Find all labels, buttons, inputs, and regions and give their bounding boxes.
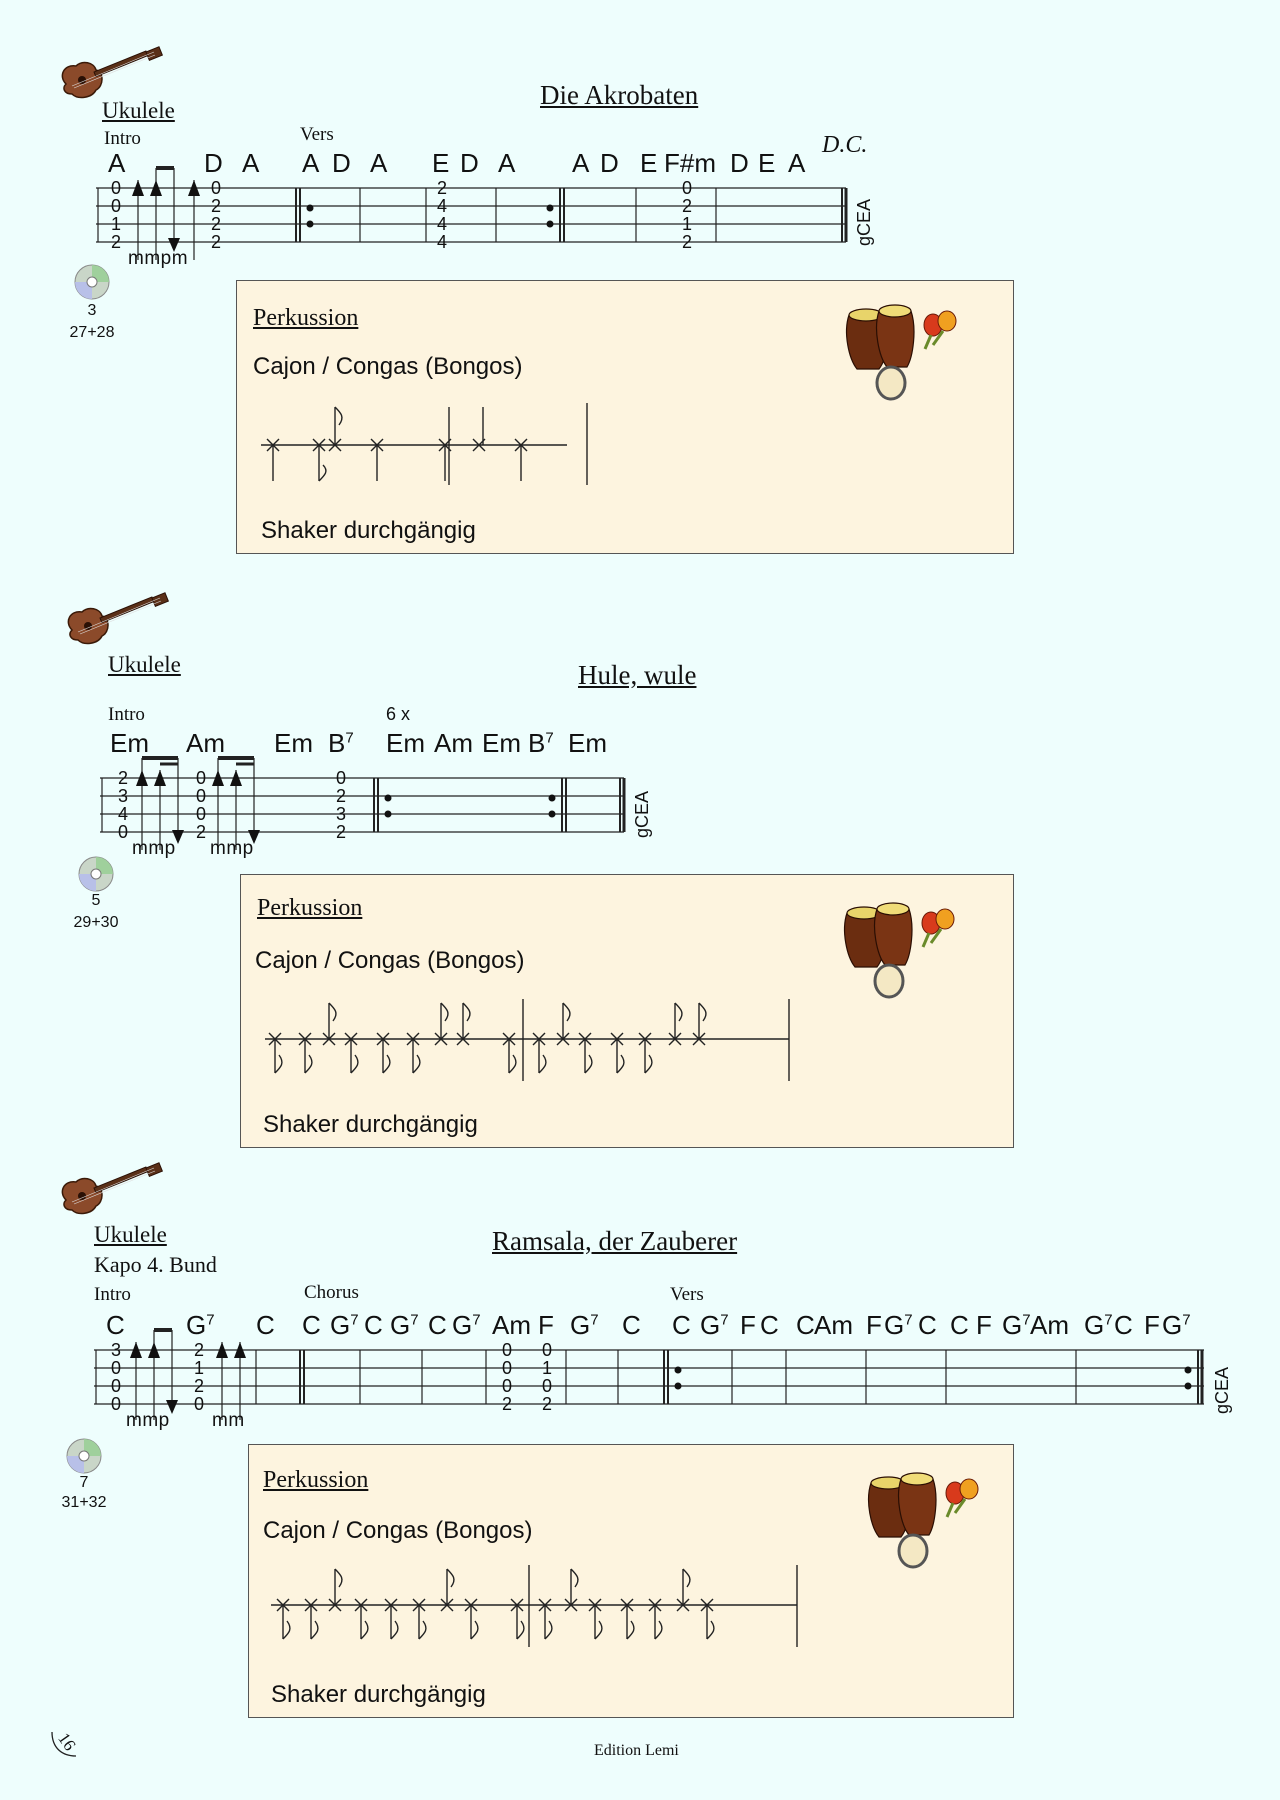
chord: Am (1030, 1310, 1069, 1340)
dc-marking: D.C. (822, 132, 868, 158)
section-label-vers: Vers (670, 1284, 704, 1305)
percussion-instrument: Cajon / Congas (Bongos) (255, 947, 525, 974)
shaker-text: Shaker durchgängig (263, 1111, 478, 1138)
chord: $G^7$ (186, 1310, 215, 1340)
tab-number: 0 (682, 178, 693, 198)
tab-number: 2 (194, 1376, 205, 1396)
tab-number: 1 (542, 1358, 553, 1378)
chord: Em (110, 728, 149, 758)
chord: Em (482, 728, 521, 758)
fingering: mmpm (128, 248, 189, 269)
tab-number: 3 (111, 1340, 122, 1360)
cd-number: 5 (91, 892, 101, 909)
tab-number: 0 (111, 1394, 122, 1414)
tab-number: 3 (118, 786, 129, 806)
song-title: Die Akrobaten (540, 80, 699, 110)
chord: E (758, 148, 776, 178)
tab-number: 1 (682, 214, 693, 234)
chord: $G^7$ (330, 1310, 359, 1340)
tab-number: 0 (211, 178, 222, 198)
chord: $G^7$ (700, 1310, 729, 1340)
chord: Em (386, 728, 425, 758)
chord: D (332, 148, 351, 178)
instrument-label: Ukulele (108, 652, 181, 677)
chord: A (370, 148, 388, 178)
chord: C (622, 1310, 641, 1340)
chord: $G^7$ (1084, 1310, 1113, 1340)
instrument-label: Ukulele (102, 98, 175, 123)
tab-number: 2 (211, 196, 222, 216)
chord: F (866, 1310, 882, 1340)
chord: $G^7$ (570, 1310, 599, 1340)
tab-number: 4 (437, 214, 448, 234)
publisher-footer: Edition Lemi (594, 1742, 679, 1759)
chord: F (1144, 1310, 1160, 1340)
cd-number: 3 (87, 302, 97, 319)
tab-number: 0 (111, 1376, 122, 1396)
chord: $G^7$ (390, 1310, 419, 1340)
tab-number: 2 (111, 232, 122, 252)
tab-number: 2 (211, 214, 222, 234)
tab-number: 2 (682, 232, 693, 252)
chord: C (1114, 1310, 1133, 1340)
percussion-box (248, 1444, 1014, 1718)
chord: F#m (664, 148, 716, 178)
section-label-vers: Vers (300, 124, 334, 145)
chord: A (572, 148, 590, 178)
chord: C (428, 1310, 447, 1340)
cd-tracks: 31+32 (61, 1494, 107, 1511)
tab-number: 4 (437, 196, 448, 216)
percussion-instrument: Cajon / Congas (Bongos) (263, 1517, 533, 1544)
tab-number: 2 (194, 1340, 205, 1360)
tab-number: 0 (196, 804, 207, 824)
chord: C (918, 1310, 937, 1340)
tab-number: 0 (542, 1376, 553, 1396)
chord: A (498, 148, 516, 178)
tab-number: 0 (196, 768, 207, 788)
chord: C (302, 1310, 321, 1340)
tab-number: 0 (111, 1358, 122, 1378)
tab-number: 0 (194, 1394, 205, 1414)
chord: C (796, 1310, 815, 1340)
tab-number: 0 (502, 1358, 513, 1378)
chord: A (242, 148, 260, 178)
cd-tracks: 27+28 (69, 324, 115, 341)
tab-number: 2 (502, 1394, 513, 1414)
fingering: mmp (210, 838, 254, 859)
chord: C (950, 1310, 969, 1340)
chord: $G^7$ (452, 1310, 481, 1340)
tab-number: 0 (196, 786, 207, 806)
chord: $G^7$ (1002, 1310, 1031, 1340)
tab-number: 4 (437, 232, 448, 252)
tab-number: 2 (196, 822, 207, 842)
instrument-label: Ukulele (94, 1222, 167, 1247)
chord: C (760, 1310, 779, 1340)
chord: E (432, 148, 450, 178)
tab-number: 0 (111, 178, 122, 198)
percussion-instrument: Cajon / Congas (Bongos) (253, 353, 523, 380)
capo-label: Kapo 4. Bund (94, 1252, 217, 1277)
tab-number: 2 (336, 786, 347, 806)
chord: $G^7$ (1162, 1310, 1191, 1340)
tab-number: 2 (682, 196, 693, 216)
chord: C (672, 1310, 691, 1340)
tab-number: 0 (542, 1340, 553, 1360)
tuning-label: gCEA (1212, 1366, 1232, 1414)
chord-b7: $B^7$ (328, 728, 354, 758)
chord: $G^7$ (884, 1310, 913, 1340)
percussion-title: Perkussion (263, 1467, 369, 1493)
tab-number: 2 (118, 768, 129, 788)
chord: $B^7$ (528, 728, 554, 758)
cd-number: 7 (79, 1474, 89, 1491)
chord: Am (186, 728, 225, 758)
chord: F (740, 1310, 756, 1340)
shaker-text: Shaker durchgängig (271, 1681, 486, 1708)
chord: E (640, 148, 658, 178)
chord: A (788, 148, 806, 178)
cd-tracks: 29+30 (73, 914, 119, 931)
section-label-chorus: Chorus (304, 1282, 359, 1303)
page-number: 16 (54, 1729, 80, 1755)
shaker-text: Shaker durchgängig (261, 517, 476, 544)
chord: Em (274, 728, 313, 758)
tuning-label: gCEA (854, 198, 874, 246)
chord: Am (492, 1310, 531, 1340)
tab-number: 0 (502, 1376, 513, 1396)
chord: Am (814, 1310, 853, 1340)
percussion-title: Perkussion (257, 895, 363, 921)
percussion-title: Perkussion (253, 305, 359, 331)
tab-number: 0 (118, 822, 129, 842)
fingering: mmp (126, 1410, 170, 1431)
tuning-label: gCEA (632, 790, 652, 838)
tab-number: 0 (336, 768, 347, 788)
intro-label: Intro (94, 1284, 131, 1305)
rhythm-notation (249, 1445, 1013, 1717)
tab-number: 3 (336, 804, 347, 824)
chord: C (256, 1310, 275, 1340)
tab-number: 2 (542, 1394, 553, 1414)
tab-number: 0 (111, 196, 122, 216)
fingering: mmp (132, 838, 176, 859)
tab-number: 2 (437, 178, 448, 198)
chord: Am (434, 728, 473, 758)
tab-number: 0 (502, 1340, 513, 1360)
chord: D (460, 148, 479, 178)
page-number-badge (48, 1728, 78, 1758)
cd-icon (66, 1438, 102, 1474)
tab-number: 1 (194, 1358, 205, 1378)
chord: C (364, 1310, 383, 1340)
tab-number: 4 (118, 804, 129, 824)
chord: A (108, 148, 126, 178)
chord: F (538, 1310, 554, 1340)
chord: A (302, 148, 320, 178)
repeat-count: 6 x (386, 704, 411, 724)
chord: D (730, 148, 749, 178)
chord: F (976, 1310, 992, 1340)
chord: C (106, 1310, 125, 1340)
chord: D (204, 148, 223, 178)
chord: Em (568, 728, 607, 758)
intro-label: Intro (108, 704, 145, 725)
tab-number: 2 (336, 822, 347, 842)
intro-label: Intro (104, 128, 141, 149)
song-title: Hule, wule (578, 660, 697, 690)
chord: D (600, 148, 619, 178)
fingering: mm (212, 1410, 245, 1431)
tab-number: 1 (111, 214, 122, 234)
tab-number: 2 (211, 232, 222, 252)
song-title: Ramsala, der Zauberer (492, 1226, 738, 1256)
